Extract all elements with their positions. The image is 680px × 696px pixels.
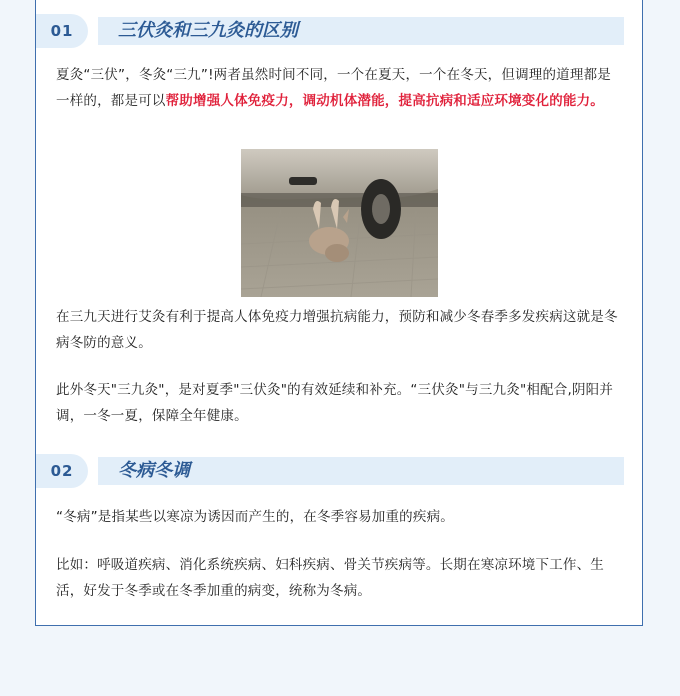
section-2-header [36,454,642,488]
photo-illustration [241,149,438,297]
section-number-badge [36,14,88,48]
intro-text: 夏灸“三伏”，冬灸“三九”!两者虽然时间不同，一个在夏天，一个在冬天，但调理的道理都是一样的，都是可以 [56,67,611,109]
cat-under-car-photo [241,149,438,297]
section-number: 01 [50,22,74,40]
intro-highlight: 帮助增强人体免疫力，调动机体潜能，提高抗病和适应环境变化的能力。 [165,93,605,109]
paragraph-4: “冬病”是指某些以寒凉为诱因而产生的，在冬季容易加重的疾病。 [56,509,454,525]
paragraph-3: 此外冬天"三九灸"，是对夏季"三伏灸"的有效延续和补充。“三伏灸"与三九灸"相配合,阴阳并调，一冬一夏，保障全年健康。 [56,382,614,424]
section-number: 02 [50,462,74,480]
section-title-bar [98,17,624,45]
car-shadow [241,193,438,207]
section-1-header [36,14,642,48]
wheel-rim [372,194,390,224]
section-title: 冬病冬调 [118,460,190,481]
car-body [241,149,438,200]
section-title-bar [98,457,624,485]
intro-paragraph [56,62,624,114]
section-title: 三伏灸和三九灸的区别 [118,20,298,41]
paragraph-5: 比如：呼吸道疾病、消化系统疾病、妇科疾病、骨关节疾病等。长期在寒凉环境下工作、生活，好发于冬季或在冬季加重的病变，统称为冬病。 [56,557,604,599]
section-number-badge [36,454,88,488]
paragraph-2: 在三九天进行艾灸有利于提高人体免疫力增强抗病能力，预防和减少冬春季多发疾病这就是冬病冬防的意义。 [56,309,618,351]
exhaust-pipe [289,177,317,185]
article-card [35,0,643,626]
